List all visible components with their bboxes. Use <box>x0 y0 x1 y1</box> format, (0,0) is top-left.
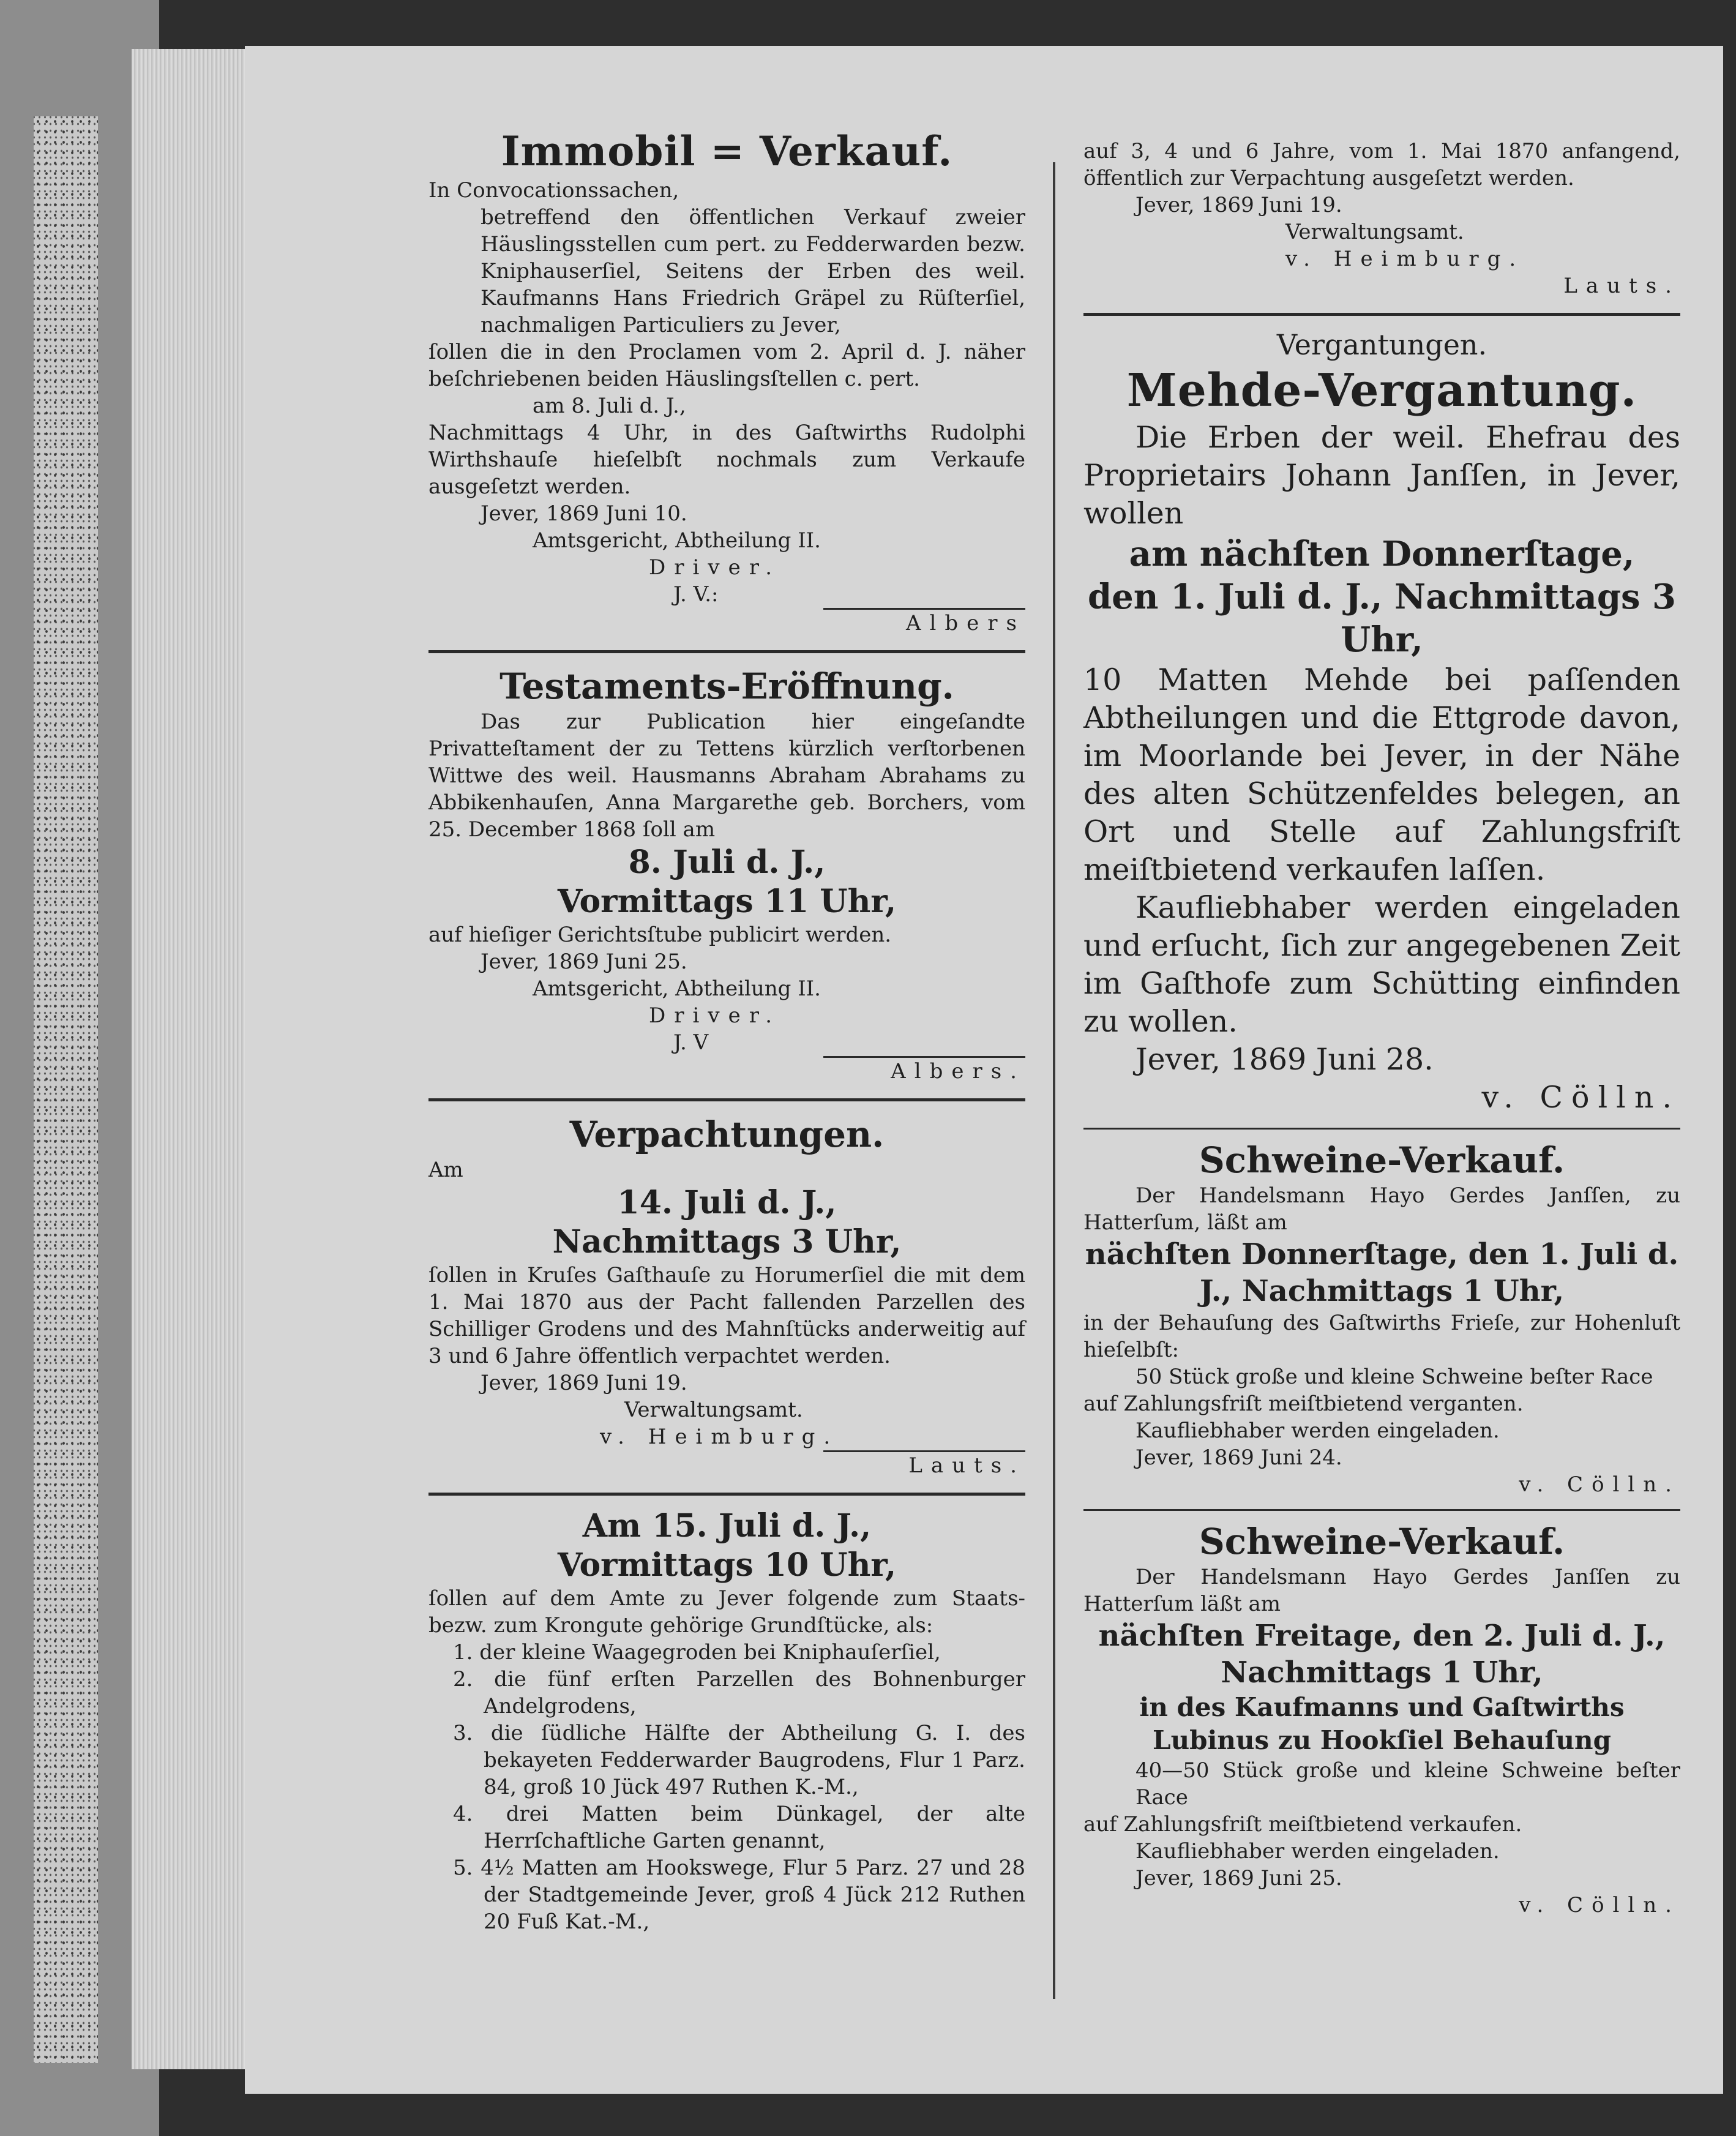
notice-body: Das zur Publication hier eingeſandte Privatteſtament der zu Tettens kürzlich verſtorbenen Wittwe des weil. Hausmanns Abraham Abrahams zu Abbikenhauſen, Anna Margarethe geb. Borchers, vom 25. December 1868 ſoll am <box>428 710 1025 842</box>
notice-date: nächſten Freitage, den 2. Juli d. J., Nachmittags 1 Uhr, <box>1098 1619 1666 1690</box>
notice-office: Verwaltungsamt. <box>1285 220 1464 244</box>
notice-body: Der Handelsmann Hayo Gerdes Janſſen zu Hatterſum läßt am <box>1083 1565 1680 1616</box>
notice-body: auf 3, 4 und 6 Jahre, vom 1. Mai 1870 anfangend, öffentlich zur Verpachtung ausgeſetzt werden. <box>1083 139 1680 190</box>
notice-item: 40—50 Stück große und kleine Schweine beſter Race <box>1136 1758 1680 1810</box>
notice-place-date: Jever, 1869 Juni 24. <box>1136 1445 1342 1470</box>
notice-signer: v. Cölln. <box>1519 1893 1680 1917</box>
verpachtung-continuation <box>1083 138 1680 299</box>
notice-am: Am <box>428 1158 463 1182</box>
notice-title: Schweine-Verkauf. <box>1199 1139 1565 1181</box>
section-rule <box>1083 1509 1680 1511</box>
notice-signer-2: Lauts. <box>908 1453 1025 1478</box>
notice-signer: Driver. <box>649 555 781 580</box>
notice-body-2: in der Behauſung des Gaſtwirths Frieſe, zur Hohenluſt hieſelbſt: <box>1083 1311 1680 1362</box>
notice-time: den 1. Juli d. J., Nachmittags 3 Uhr, <box>1088 577 1676 660</box>
schweine-verkauf-notice-2 <box>1083 1520 1680 1919</box>
notice-place: in des Kaufmanns und Gaſtwirths Lubinus zu Hookſiel Behauſung <box>1139 1692 1625 1755</box>
notice-place-date: Jever, 1869 Juni 28. <box>1136 1042 1434 1077</box>
notice-title: Immobil = Verkauf. <box>501 127 953 175</box>
notice-invite: Kaufliebhaber werden eingeladen. <box>1136 1839 1500 1864</box>
notice-proxy: J. V.: <box>673 582 719 607</box>
notice-body: Der Handelsmann Hayo Gerdes Janſſen, zu Hatterſum, läßt am <box>1083 1183 1680 1235</box>
notice-date: 8. Juli d. J., <box>628 844 826 881</box>
notice-body-3: Kaufliebhaber werden eingeladen und erſucht, ſich zur angegebenen Zeit im Gaſthofe zum Schütting einfinden zu wollen. <box>1083 890 1680 1039</box>
notice-date: am 8. Juli d. J., <box>533 394 686 418</box>
notice-body: Die Erben der weil. Ehefrau des Proprietairs Johann Janſſen, in Jever, wollen <box>1083 420 1680 531</box>
schweine-verkauf-notice-1 <box>1083 1138 1680 1498</box>
notice-signer: v. Heimburg. <box>1285 247 1525 271</box>
notice-body-3: auf Zahlungsfriſt meiſtbietend verkaufen. <box>1083 1812 1522 1837</box>
notice-proxy: J. V <box>673 1030 709 1055</box>
section-heading: Vergantungen. <box>1276 328 1487 361</box>
notice-place-date: Jever, 1869 Juni 19. <box>1136 193 1342 217</box>
notice-signer-2: Albers. <box>891 1059 1025 1084</box>
notice-office: Verwaltungsamt. <box>624 1398 803 1422</box>
notice-signer: v. Cölln. <box>1481 1080 1680 1115</box>
notice-title: Schweine-Verkauf. <box>1199 1521 1565 1562</box>
notice-title: Testaments-Eröffnung. <box>499 665 954 707</box>
mehde-vergantung-notice <box>1083 327 1680 1117</box>
notice-body-2: 10 Matten Mehde bei paſſenden Abtheilungen und die Ettgrode davon, im Moorlande bei Jever, in der Nähe des alten Schützenfeldes belegen, an Ort und Stelle auf Zahlungsfriſt meiſtbietend verkaufen laſſen. <box>1083 662 1680 887</box>
section-rule <box>1083 1128 1680 1130</box>
notice-item: 50 Stück große und kleine Schweine beſter Race <box>1136 1365 1653 1389</box>
notice-time: Vormittags 11 Uhr, <box>557 883 897 920</box>
notice-body-2: ſollen die in den Proclamen vom 2. April d. J. näher beſchriebenen beiden Häuslingsſtellen c. pert. <box>428 340 1025 391</box>
notice-office: Amtsgericht, Abtheilung II. <box>533 976 821 1001</box>
notice-body-3: Nachmittags 4 Uhr, in des Gaſtwirths Rudolphi Wirthshauſe hieſelbſt nochmals zum Verkaufe ausgeſetzt werden. <box>428 421 1025 499</box>
notice-date: nächſten Donnerſtage, den 1. Juli d. J., Nachmittags 1 Uhr, <box>1085 1237 1679 1308</box>
notice-signer: Driver. <box>649 1003 781 1028</box>
right-column <box>1083 138 1680 1919</box>
notice-place-date: Jever, 1869 Juni 19. <box>481 1371 687 1395</box>
staatsgut-verpachtung-notice <box>428 1507 1025 1935</box>
notice-body-3: auf Zahlungsfriſt meiſtbietend verganten. <box>1083 1392 1524 1416</box>
notice-place-date: Jever, 1869 Juni 25. <box>1136 1866 1342 1891</box>
testaments-eroeffnung-notice <box>428 664 1025 1085</box>
notice-signer-2: Lauts. <box>1563 274 1680 298</box>
notice-title: Mehde-Vergantung. <box>1126 364 1637 417</box>
immobil-verkauf-notice <box>428 126 1025 637</box>
notice-office: Amtsgericht, Abtheilung II. <box>533 528 821 553</box>
notice-signer: v. Heimburg. <box>600 1425 839 1449</box>
left-column <box>428 126 1025 1935</box>
notice-date: am nächſten Donnerſtage, <box>1129 534 1635 574</box>
notice-body: ſollen in Kruſes Gaſthauſe zu Horumerſiel die mit dem 1. Mai 1870 aus der Pacht fallenden Parzellen des Schilliger Grodens und des Mahnſtücks anderweitig auf 3 und 6 Jahre öffentlich verpachtet werden. <box>428 1263 1025 1368</box>
notice-place-date: Jever, 1869 Juni 10. <box>481 501 687 526</box>
marbled-edge <box>34 116 98 2063</box>
verpachtungen-notice <box>428 1112 1025 1479</box>
notice-signer: v. Cölln. <box>1519 1472 1680 1497</box>
notice-place-date: Jever, 1869 Juni 25. <box>481 950 687 974</box>
parcel-list-item: 5. 4½ Matten am Hookswege, Flur 5 Parz. 27 und 28 der Stadtgemeinde Jever, groß 4 Jück 212 Ruthen 20 Fuß Kat.-M., <box>453 1856 1025 1934</box>
notice-intro: In Convocationssachen, <box>428 178 679 203</box>
notice-date: Am 15. Juli d. J., <box>582 1507 872 1545</box>
parcel-list-item: 2. die fünf erſten Parzellen des Bohnenburger Andelgrodens, <box>453 1667 1025 1718</box>
notice-time: Nachmittags 3 Uhr, <box>552 1223 902 1261</box>
notice-body-2: auf hieſiger Gerichtsſtube publicirt werden. <box>428 923 892 947</box>
parcel-list-item: 1. der kleine Waagegroden bei Kniphauſerſiel, <box>453 1640 941 1665</box>
notice-title: Verpachtungen. <box>569 1114 885 1155</box>
parcel-list-item: 4. drei Matten beim Dünkagel, der alte Herrſchaftliche Garten genannt, <box>453 1802 1025 1853</box>
notice-time: Vormittags 10 Uhr, <box>557 1546 897 1584</box>
column-divider <box>1053 162 1055 1999</box>
parcel-list-item: 3. die ſüdliche Hälfte der Abtheilung G. I. des bekayeten Fedderwarder Baugrodens, Flur 1 Parz. 84, groß 10 Jück 497 Ruthen K.-M., <box>453 1721 1025 1799</box>
page-stack-edge <box>132 49 251 2069</box>
section-rule <box>428 1493 1025 1496</box>
section-rule <box>428 650 1025 653</box>
notice-body: betreffend den öffentlichen Verkauf zweier Häuslingsstellen cum pert. zu Fedderwarden bezw. Kniphauserſiel, Seitens der Erben des weil. Kaufmanns Hans Friedrich Gräpel zu Rüſterſiel, nachmaligen Particuliers zu Jever, <box>481 205 1025 337</box>
section-rule <box>428 1098 1025 1101</box>
notice-invite: Kaufliebhaber werden eingeladen. <box>1136 1418 1500 1443</box>
notice-body: ſollen auf dem Amte zu Jever folgende zum Staats- bezw. zum Krongute gehörige Grundſtücke, als: <box>428 1586 1025 1638</box>
section-rule <box>1083 313 1680 316</box>
notice-date: 14. Juli d. J., <box>617 1184 837 1221</box>
notice-signer-2: Albers <box>905 611 1025 635</box>
